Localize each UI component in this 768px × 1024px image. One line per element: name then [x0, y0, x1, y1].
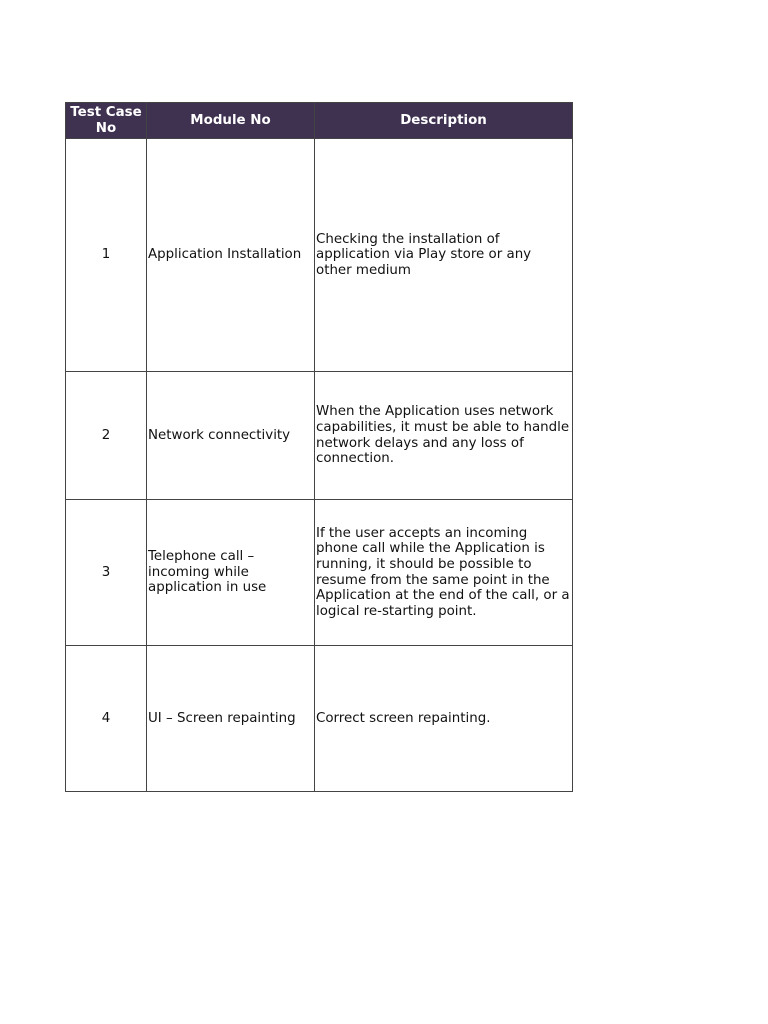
test-case-no-cell: 1	[66, 139, 147, 372]
table-row	[66, 500, 573, 646]
table-row	[66, 646, 573, 792]
description-cell: When the Application uses network capabilities, it must be able to handle network delays and any loss of connection.	[315, 372, 573, 500]
test-case-table	[65, 102, 573, 792]
test-case-no-cell: 2	[66, 372, 147, 500]
module-cell: Telephone call – incoming while application in use	[147, 500, 315, 646]
header-test-case-no: Test Case No	[66, 103, 147, 139]
test-case-no-cell: 4	[66, 646, 147, 792]
module-cell: UI – Screen repainting	[147, 646, 315, 792]
description-cell: If the user accepts an incoming phone call while the Application is running, it should be possible to resume from the same point in the Application at the end of the call, or a logical re-starting point.	[315, 500, 573, 646]
module-cell: Network connectivity	[147, 372, 315, 500]
table-row	[66, 139, 573, 372]
description-cell: Correct screen repainting.	[315, 646, 573, 792]
description-cell: Checking the installation of application via Play store or any other medium	[315, 139, 573, 372]
test-case-no-cell: 3	[66, 500, 147, 646]
header-description: Description	[315, 103, 573, 139]
table-header-row	[66, 103, 573, 139]
module-cell: Application Installation	[147, 139, 315, 372]
table-row	[66, 372, 573, 500]
header-module-no: Module No	[147, 103, 315, 139]
